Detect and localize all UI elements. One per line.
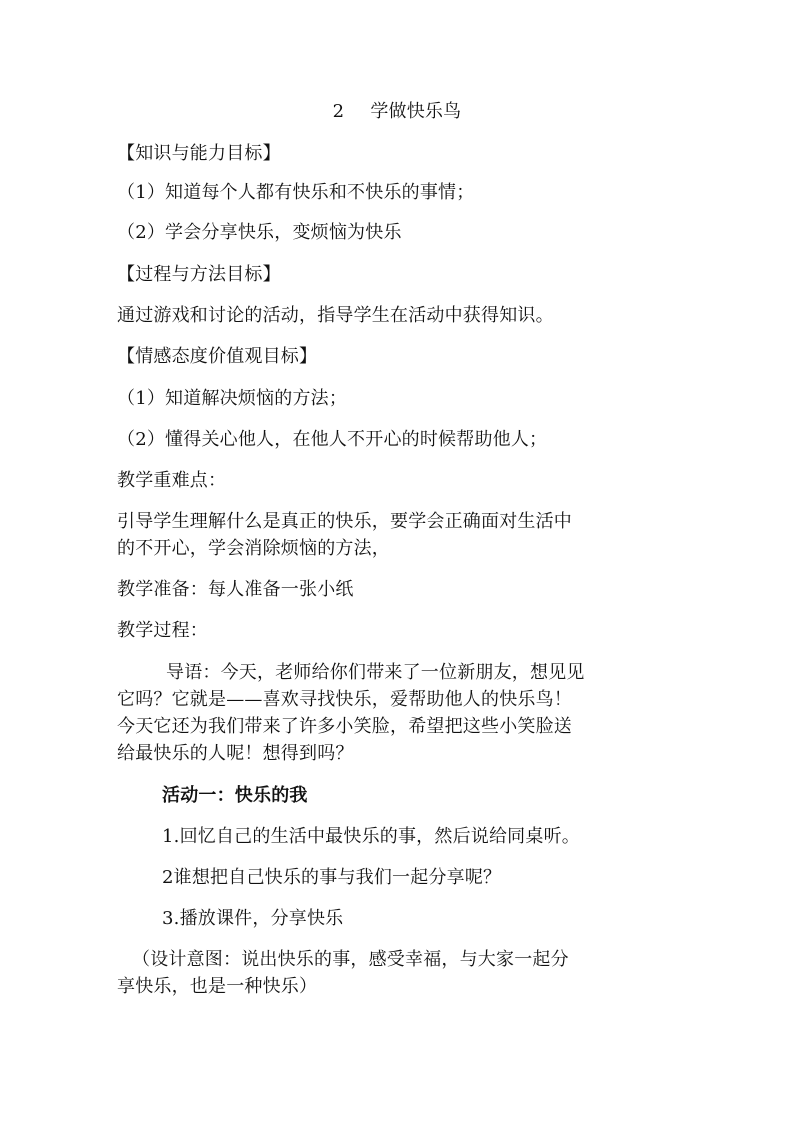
activity1-step1: 1.回忆自己的生活中最快乐的事，然后说给同桌听。	[162, 826, 580, 847]
section3-heading: 【情感态度价值观目标】	[117, 346, 318, 367]
section2-text: 通过游戏和讨论的活动，指导学生在活动中获得知识。	[117, 305, 554, 326]
difficulty-line2: 的不开心，学会消除烦恼的方法，	[117, 538, 390, 559]
intro-line4: 给最快乐的人呢！想得到吗？	[117, 743, 354, 764]
activity1-step2: 2谁想把自己快乐的事与我们一起分享呢？	[162, 867, 502, 888]
title-text: 学做快乐鸟	[370, 101, 462, 122]
intro-line3: 今天它还为我们带来了许多小笑脸，希望把这些小笑脸送	[117, 716, 572, 737]
section1-item1: （1）知道每个人都有快乐和不快乐的事情；	[117, 182, 475, 203]
process-heading: 教学过程：	[117, 620, 208, 641]
design-note-line2: 享快乐，也是一种快乐）	[117, 976, 318, 997]
document-title	[0, 98, 794, 126]
section1-heading: 【知识与能力目标】	[117, 143, 281, 164]
section3-item1: （1）知道解决烦恼的方法；	[117, 388, 348, 409]
intro-line1: 导语：今天，老师给你们带来了一位新朋友，想见见	[166, 662, 585, 683]
section2-heading: 【过程与方法目标】	[117, 264, 281, 285]
design-note-line1: （设计意图：说出快乐的事，感受幸福，与大家一起分	[132, 949, 569, 970]
intro-line2: 它吗？它就是——喜欢寻找快乐，爱帮助他人的快乐鸟！	[117, 689, 572, 710]
activity1-step3: 3.播放课件，分享快乐	[162, 908, 344, 929]
difficulty-line1: 引导学生理解什么是真正的快乐，要学会正确面对生活中	[117, 511, 572, 532]
section3-item2: （2）懂得关心他人，在他人不开心的时候帮助他人；	[117, 429, 548, 450]
difficulty-heading: 教学重难点：	[117, 470, 227, 491]
section1-item2: （2）学会分享快乐，变烦恼为快乐	[117, 222, 402, 243]
activity1-heading: 活动一：快乐的我	[162, 785, 308, 806]
title-number: 2	[332, 101, 345, 122]
preparation-text: 教学准备：每人准备一张小纸	[117, 579, 354, 600]
